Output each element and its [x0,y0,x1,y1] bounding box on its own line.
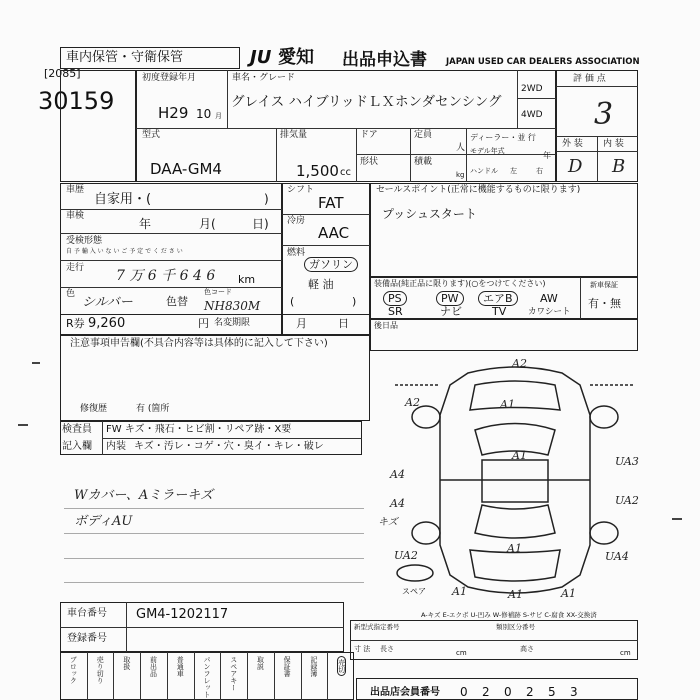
scan-speck [32,362,40,364]
grid-line [597,136,598,182]
inspector-comment-1: Wカバー、Aミラーキズ [74,488,213,503]
equip-airbag: エアB [478,291,518,306]
damage-mark-ua2-right: UA2 [615,494,639,507]
damage-mark-ua3: UA3 [615,455,639,468]
displacement-value: 1,500 [296,162,339,180]
grid-line [580,277,581,319]
handle-right: 右 [536,167,543,175]
load-label: 積載 [414,157,433,167]
shift-value: FAT [318,194,344,212]
bottom-column-label: 売切 [337,656,346,676]
grid-line [466,128,467,182]
damage-mark-a4-1: A4 [390,468,405,481]
new-car-warranty-value: 有・無 [588,297,621,310]
grid-line [60,233,282,234]
grid-line [556,86,638,87]
first-reg-month: 10 [196,107,212,121]
bottom-column-label: 前出品 [149,656,158,677]
capacity-label: 定員 [414,130,433,140]
grid-line [282,245,370,246]
scan-speck [18,424,28,426]
grid-line [60,209,282,210]
grid-line [356,128,357,182]
grid-line [410,128,411,182]
grid-line [276,128,277,182]
registration-label: 登録番号 [67,633,107,644]
color-value: シルバー [82,295,133,310]
fuel-close: ) [352,295,357,308]
model-value: DAA-GM4 [150,160,222,178]
model-label: 型式 [142,130,161,140]
repair-label: 修復歴 [80,404,108,414]
capacity-unit: 人 [456,143,466,153]
usage-label: 車歴 [66,185,85,195]
grid-line [517,98,556,99]
equip-ps: PS [383,291,407,306]
rb-label-1: 新型式指定番号 [354,623,400,631]
damage-mark-a2-left: A2 [405,396,420,409]
grid-line [60,627,344,628]
recycle-label: R券 [66,317,85,330]
scan-speck [672,518,682,520]
recycle-unit: 円 [198,317,209,330]
color-label: 色 [66,289,76,299]
color-code-label: 色コード [204,288,232,296]
grid-line [140,652,141,700]
new-car-warranty-label: 新車保証 [590,281,618,289]
grid-line [220,652,221,700]
grid-line [194,652,195,700]
bottom-column-label: 取説 [256,656,265,670]
damage-mark-a1-trunk: A1 [507,542,522,555]
usage-close: ) [264,192,269,206]
rb-label-4: 高さ [520,645,534,653]
rb-cm-1: cm [456,649,467,657]
brand-logo: JU [250,47,272,68]
dealer-digit: 0 [460,685,468,699]
sales-point-box [370,183,638,277]
inspector-row2-prefix: 内装 [106,441,126,452]
grid-line [60,287,282,288]
damage-mark-a2-top: A2 [512,357,527,370]
dealer-digit: 2 [482,685,490,699]
mileage-unit: km [238,273,256,286]
import-label: 受検形態 [66,236,103,246]
dealer-label: ディーラー・並 行 [470,133,536,142]
repair-value: 有 (箇所 [136,404,170,414]
dealer-digit: 2 [526,685,534,699]
grade-label: 評 価 点 [573,74,606,84]
grid-line [64,508,364,509]
dealer-digit: 3 [570,685,578,699]
grid-line [327,652,328,700]
bottom-column-label: 保証書 [283,656,292,677]
grid-line [517,70,518,128]
interior-value: B [612,156,626,177]
inspector-comment-2: ボディAU [74,514,133,529]
equip-tv: TV [492,305,507,318]
association-name: JAPAN USED CAR DEALERS ASSOCIATION [446,57,640,67]
inspection-day: 日) [252,217,269,231]
grid-line [282,214,370,215]
first-reg-label: 初度登録年月 [142,73,197,83]
car-damage-diagram [390,355,640,605]
equipment-label: 装備品(純正品に限ります)(○をつけてください) [374,279,546,288]
handle-left: 左 [510,167,517,175]
recycle-month: 月 [296,317,307,330]
damage-legend: A-キズ E-エクボ U-凹み W-修補跡 S-サビ C-腐食 XX-交換済 [421,611,597,619]
car-name-value: グレイス ハイブリッドＬＸホンダセンシング [231,94,502,110]
handle-label: ハンドル [470,167,498,175]
recycle-day: 日 [338,317,349,330]
first-reg-month-unit: 月 [215,112,222,120]
grid-line [301,652,302,700]
mileage-value: 7 万 6 千 6 4 6 [116,268,216,284]
sales-point-text: プッシュスタート [382,207,477,221]
brand-name: 愛知 [278,47,314,68]
grid-line [350,640,638,641]
dealer-label: 出品店会員番号 [370,687,440,698]
door-label: ドア [360,130,378,140]
fuel-gas: ガソリン [304,257,358,272]
inspector-row2: キズ・汚レ・コゲ・穴・臭イ・キレ・破レ [134,441,324,452]
load-unit: kg [456,171,465,179]
fuel-open: ( [290,295,295,308]
damage-mark-a1-mid: A1 [512,449,527,462]
aftermarket-box [370,319,638,351]
spare-label: スペア [402,587,426,596]
exterior-label: 外 装 [562,139,583,149]
grid-line [64,558,364,559]
storage-note: 車内保管・守衛保管 [66,50,184,65]
lot-bracket: [2085] [44,67,81,80]
inspector-row1: FW キズ・飛石・ヒビ割・リペア跡・X要 [106,424,292,435]
bottom-column-label: 取扱 [122,656,131,670]
grade-score: 3 [594,97,614,132]
sales-point-label: セールスポイント(正常に機能するものに限ります) [376,185,581,195]
drive-2wd: 2WD [521,84,543,94]
grid-line [64,533,364,534]
bottom-column-label: 普通車 [176,656,185,677]
grid-line [247,652,248,700]
inspection-month: 月( [199,217,216,231]
lot-box [60,70,136,182]
grid-line [356,154,556,155]
equip-sr: SR [388,305,403,318]
shape-label: 形状 [360,157,379,167]
recycle-expiry-label: 名変期限 [214,318,251,328]
bottom-column-label: スペアキー [229,656,238,691]
dealer-digit: 5 [548,685,556,699]
grid-line [60,260,282,261]
inspector-label1: 検査員 [62,424,92,435]
damage-mark-a1-rear-1: A1 [452,585,467,598]
damage-mark-a1-rear-3: A1 [561,587,576,600]
color-code-value: NH830M [204,299,261,313]
bottom-column-label: 売り切り [96,656,105,684]
grid-line [102,438,362,439]
displacement-label: 排気量 [280,130,308,140]
equip-aw: AW [540,292,558,305]
fuel-label: 燃料 [287,248,306,258]
grid-line [227,70,228,128]
grid-line [113,652,114,700]
bottom-column-label: 記録簿 [309,656,318,677]
drive-4wd: 4WD [521,110,543,120]
displacement-unit: cc [340,167,351,178]
model-year-unit: 年 [543,151,551,160]
grid-line [136,128,556,129]
first-reg-value: H29 [158,104,189,122]
grid-line [64,582,364,583]
damage-mark-kizu: キズ [378,517,398,528]
damage-mark-a4-2: A4 [390,497,405,510]
damage-mark-a1-hood: A1 [500,398,515,411]
recycle-value: 9,260 [88,316,126,331]
form-title: 出品申込書 [342,50,427,70]
ac-value: AAC [318,224,350,242]
ac-label: 冷房 [287,216,306,226]
usage-value: 自家用・( [94,192,152,207]
rb-cm-2: cm [620,649,631,657]
measurement-label: 寸 法 [354,645,371,653]
grid-line [87,652,88,700]
lot-number: 30159 [38,87,115,115]
rb-label-3: 長さ [380,645,394,653]
equip-kawa-seat: カワシート [528,307,571,317]
damage-mark-a1-rear-2: A1 [508,588,523,601]
color-change-label: 色替 [166,295,188,308]
damage-mark-ua2-left: UA2 [394,549,418,562]
grid-line [126,602,127,652]
inspection-label: 車検 [66,211,85,221]
equip-navi: ナビ [440,305,462,318]
car-name-label: 車名・グレード [232,73,296,83]
interior-label: 内 装 [603,139,624,149]
equip-pw: PW [436,291,464,306]
import-sub: 自 予 輸 入 い な い ご 予 定 で く だ さ い [66,248,183,255]
grid-line [274,652,275,700]
fuel-diesel: 軽 油 [308,278,334,291]
damage-mark-ua4: UA4 [605,550,629,563]
bottom-column-label: ブロック [69,656,78,684]
bottom-column-label: パンフレット [203,656,211,698]
exterior-value: D [568,156,583,177]
chassis-label: 車台番号 [67,608,107,619]
model-year-label: モデル年式 [470,147,505,155]
notes-label: 注意事項申告欄(不具合内容等は具体的に記入して下さい) [70,338,328,349]
mileage-label: 走行 [66,263,85,273]
aftermarket-label: 後日品 [374,321,398,330]
chassis-value: GM4-1202117 [136,607,229,622]
shift-label: シフト [287,185,315,195]
dealer-digit: 0 [504,685,512,699]
rb-label-2: 類別区分番号 [496,623,535,631]
grid-line [167,652,168,700]
inspection-year: 年 [139,217,152,231]
inspector-label2: 記入欄 [62,441,92,452]
